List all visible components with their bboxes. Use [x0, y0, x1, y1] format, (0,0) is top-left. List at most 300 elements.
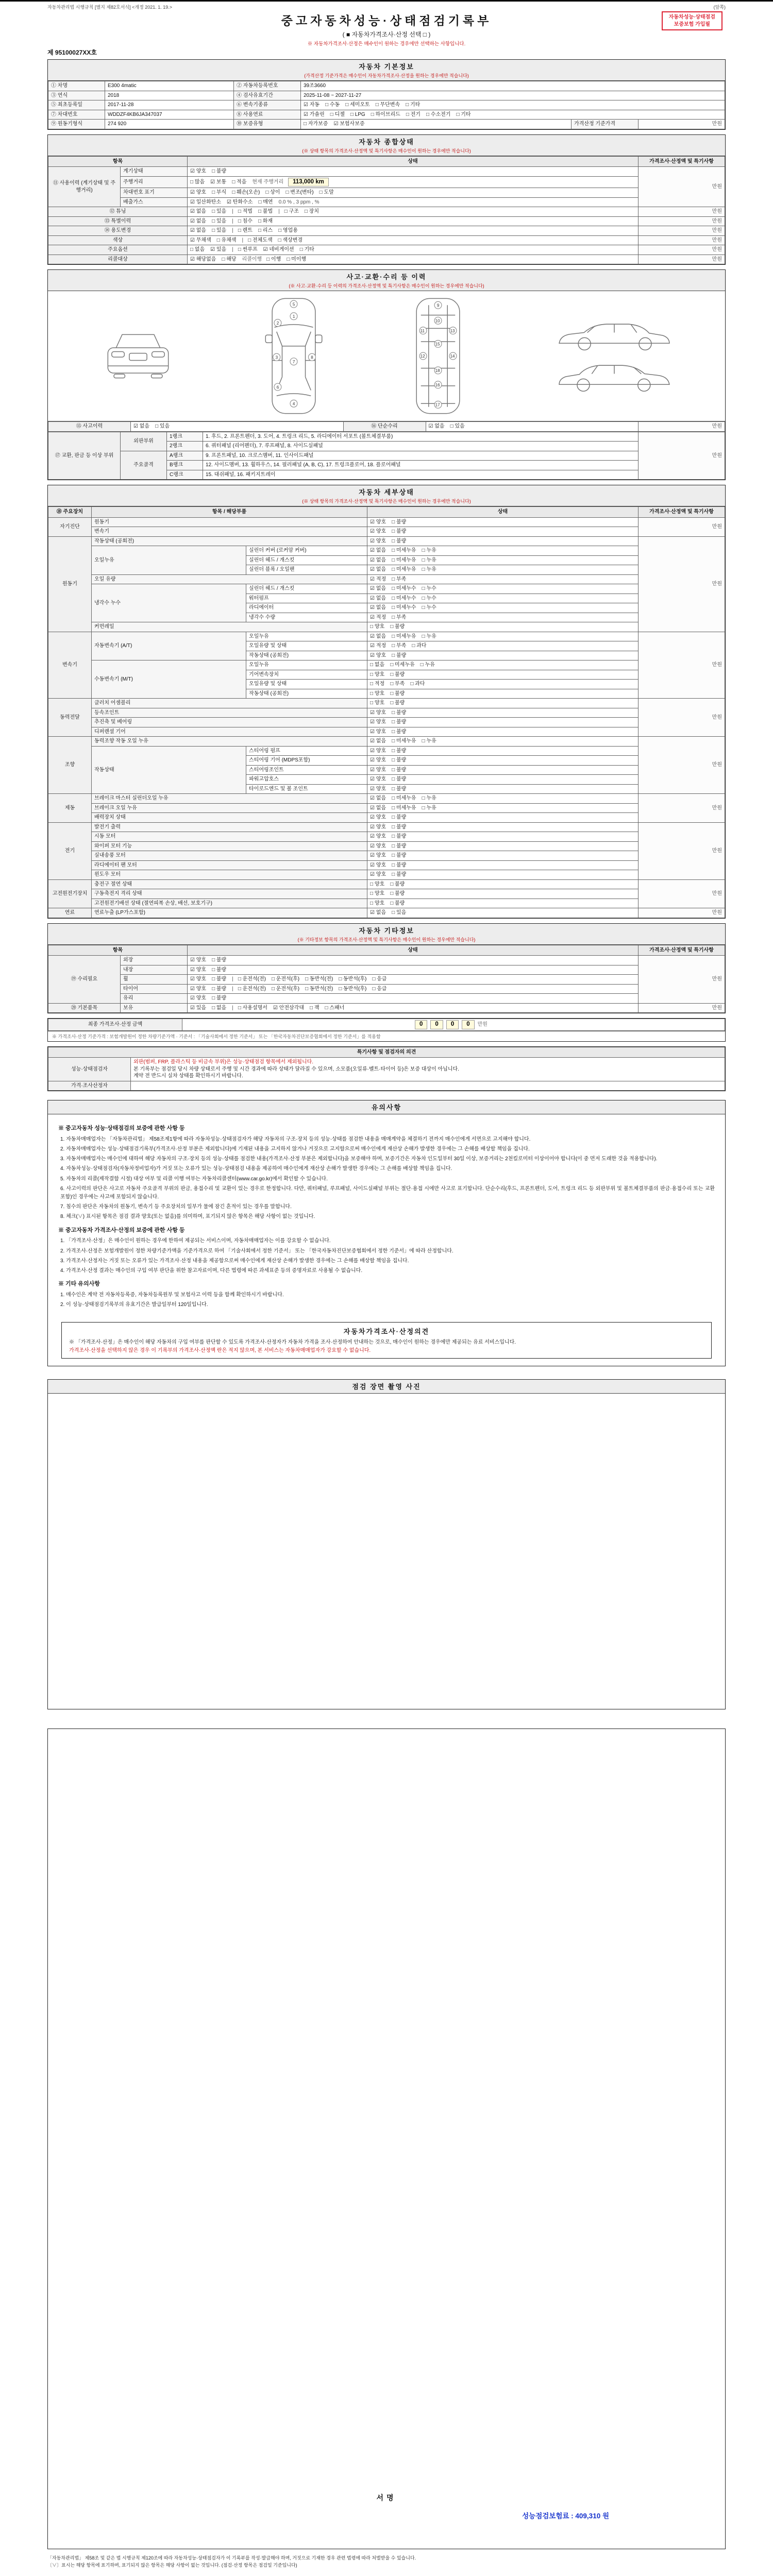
checkbox-unchecked[interactable]: □ 부족	[392, 614, 407, 620]
checkbox-checked[interactable]: ☑ 없음	[370, 557, 386, 563]
checkbox-group[interactable]	[367, 680, 638, 689]
odometer-condition[interactable]	[188, 167, 638, 177]
checkbox-group[interactable]	[367, 813, 638, 823]
section-notices	[47, 1100, 726, 1366]
checkbox-group[interactable]	[367, 584, 638, 594]
checkbox-unchecked[interactable]: □ 해당	[222, 256, 237, 262]
checkbox-group[interactable]	[367, 727, 638, 737]
svg-text:9: 9	[437, 303, 440, 308]
checkbox-unchecked[interactable]: □ 미세누수	[392, 595, 416, 601]
checkbox-unchecked[interactable]: □ 불량	[390, 624, 405, 630]
field-label: 디퍼렌셜 기어	[92, 727, 367, 737]
checkbox-checked[interactable]: ☑ 보통	[210, 179, 227, 185]
checkbox-group[interactable]	[367, 908, 638, 918]
checkbox-unchecked[interactable]: □ 불량	[392, 843, 407, 849]
checkbox-unchecked[interactable]: □ 불량	[390, 881, 405, 887]
table-row	[48, 120, 725, 129]
inline-text: |	[232, 247, 233, 253]
checkbox-group[interactable]	[367, 775, 638, 785]
checkbox-checked[interactable]: ☑ 있음	[190, 1005, 207, 1011]
checkbox-unchecked[interactable]: □ 불량	[392, 834, 407, 840]
checkbox-group[interactable]	[367, 889, 638, 899]
checkbox-checked[interactable]: ☑ 없음	[370, 910, 386, 916]
warranty-options[interactable]	[301, 120, 572, 129]
checkbox-checked[interactable]: ☑ 양호	[190, 995, 207, 1002]
accident_state-table	[48, 421, 725, 432]
checkbox-checked[interactable]: ☑ 양호	[370, 872, 386, 878]
field-value: 만원	[638, 255, 725, 264]
section-title: 자동차 기본정보	[359, 63, 414, 71]
field-label: 실내송풍 모터	[92, 851, 367, 861]
checkbox-unchecked[interactable]: □ 상이	[265, 190, 280, 196]
transmission-options[interactable]	[301, 100, 725, 110]
checkbox-unchecked[interactable]: □ 미세누유	[392, 805, 416, 811]
option-status[interactable]	[188, 245, 638, 255]
field-value: 연료	[48, 908, 92, 918]
checkbox-group[interactable]	[367, 832, 638, 842]
checkbox-unchecked[interactable]: □ 매연	[258, 199, 273, 205]
checkbox-unchecked[interactable]: □ 미세누유	[392, 738, 416, 744]
checkbox-unchecked[interactable]: □ 누유	[422, 738, 436, 744]
checkbox-unchecked[interactable]: □ 불량	[390, 690, 405, 697]
checkbox-unchecked[interactable]: □ 자가보증	[304, 121, 328, 127]
checkbox-unchecked[interactable]: □ 없음	[190, 247, 205, 253]
header-row	[48, 156, 725, 167]
checkbox-group[interactable]	[367, 641, 638, 651]
checkbox-checked[interactable]: ☑ 없음	[370, 605, 386, 611]
checkbox-group[interactable]	[367, 594, 638, 603]
checkbox-unchecked[interactable]: □ 없음	[370, 662, 385, 668]
checkbox-unchecked[interactable]: □ 양호	[370, 891, 385, 897]
checkbox-checked[interactable]: ☑ 양호	[370, 834, 386, 840]
svg-text:6: 6	[276, 385, 279, 390]
checkbox-unchecked[interactable]: □ 운전석(후)	[271, 986, 300, 992]
checkbox-unchecked[interactable]: □ 불량	[392, 728, 407, 735]
accident-history-options[interactable]	[131, 422, 344, 432]
checkbox-unchecked[interactable]: □ 불량	[212, 967, 227, 973]
checkbox-unchecked[interactable]: □ 수동	[325, 102, 340, 108]
checkbox-unchecked[interactable]: □ 불량	[392, 529, 407, 535]
checkbox-group[interactable]	[367, 803, 638, 813]
checkbox-unchecked[interactable]: □ 있음	[212, 209, 227, 215]
checkbox-unchecked[interactable]: □ 과다	[412, 643, 427, 649]
checkbox-group[interactable]	[367, 689, 638, 699]
checkbox-checked[interactable]: ☑ 없음	[370, 567, 386, 573]
checkbox-group[interactable]	[367, 555, 638, 565]
checkbox-unchecked[interactable]: □ 불량	[212, 995, 227, 1002]
checkbox-unchecked[interactable]: □ 기타	[456, 111, 471, 117]
checkbox-group[interactable]	[367, 517, 638, 527]
checkbox-checked[interactable]: ☑ 양호	[370, 815, 386, 821]
section-accident-history	[47, 269, 726, 480]
svg-text:1: 1	[292, 314, 295, 319]
table-row	[48, 699, 725, 708]
special-history-status[interactable]	[188, 216, 638, 226]
notice-paragraph: 1. 「가격조사·산정」은 매수인이 원하는 경우에 한하여 제공되는 서비스이며, 자동차매매업자는 이를 강요할 수 없습니다.	[60, 1238, 331, 1244]
checkbox-unchecked[interactable]: □ 미이행	[287, 256, 307, 262]
checkbox-checked[interactable]: ☑ 탄화수소	[227, 199, 253, 205]
vin-marking-status[interactable]	[188, 188, 638, 198]
notice-paragraph: 4. 자동차성능·상태점검자(자동차정비업자)가 거짓 또는 오류가 있는 성능·상태점검 내용을 제공하여 매수인에게 재산상 손해가 발생한 경우에는 그 손해를 배상할 책임을 집니다.	[60, 1166, 452, 1172]
checkbox-group[interactable]	[367, 860, 638, 870]
recall-status[interactable]	[188, 255, 638, 264]
checkbox-unchecked[interactable]: □ 미세누유	[392, 795, 416, 802]
usage-change-status[interactable]	[188, 226, 638, 236]
section-accident-head	[48, 270, 725, 291]
checkbox-unchecked[interactable]: □ 있음	[450, 423, 465, 430]
checkbox-group[interactable]	[188, 994, 638, 1004]
checkbox-unchecked[interactable]: □ 무단변속	[375, 102, 400, 108]
checkbox-unchecked[interactable]: □ 적법	[238, 209, 253, 215]
checkbox-group[interactable]	[367, 527, 638, 537]
checkbox-group[interactable]	[367, 879, 638, 889]
checkbox-group[interactable]	[367, 536, 638, 546]
checkbox-group[interactable]	[367, 565, 638, 575]
checkbox-unchecked[interactable]: □ 양호	[370, 671, 385, 677]
checkbox-group[interactable]	[367, 632, 638, 641]
checkbox-group[interactable]	[367, 784, 638, 794]
checkbox-group[interactable]	[188, 975, 638, 985]
checkbox-unchecked[interactable]: □ 불량	[392, 862, 407, 868]
checkbox-group[interactable]	[367, 613, 638, 622]
checkbox-unchecked[interactable]: □ 불량	[392, 709, 407, 716]
engine-type: 274 920	[105, 120, 234, 129]
checkbox-unchecked[interactable]: □ 리스	[258, 228, 273, 234]
field-value: 동력전달	[48, 699, 92, 737]
section-opinions	[47, 1046, 726, 1092]
field-value: 냉각수 수량	[246, 613, 367, 622]
table-row	[48, 708, 725, 718]
checkbox-checked[interactable]: ☑ 안전삼각대	[273, 1005, 304, 1011]
checkbox-unchecked[interactable]: □ 사용설명서	[238, 1005, 267, 1011]
checkbox-checked[interactable]: ☑ 양호	[370, 719, 386, 725]
checkbox-checked[interactable]: ☑ 양호	[370, 824, 386, 830]
checkbox-group[interactable]	[367, 851, 638, 861]
checkbox-unchecked[interactable]: □ 변조(변타)	[285, 190, 314, 196]
checkbox-unchecked[interactable]: □ 운전석(전)	[238, 976, 266, 982]
checkbox-checked[interactable]: ☑ 양호	[370, 709, 386, 716]
rankC-parts: 15. 대쉬패널, 16. 패키지트레이	[203, 470, 638, 480]
checkbox-group[interactable]	[367, 756, 638, 766]
svg-text:14: 14	[450, 354, 455, 359]
checkbox-checked[interactable]: ☑ 보험사보증	[333, 121, 365, 127]
checkbox-checked[interactable]: ☑ 양호	[370, 776, 386, 783]
checkbox-group[interactable]	[367, 765, 638, 775]
field-value: 조향	[48, 737, 92, 794]
checkbox-checked[interactable]: ☑ 양호	[370, 843, 386, 849]
checkbox-unchecked[interactable]: □ 침수	[238, 218, 253, 224]
notice-paragraph: 6. 사고이력의 판단은 사고로 자동차 주요골격 부위의 판금, 용접수리 및 교환이 있는 경우로 한정합니다. 다만, 쿼터패널, 루프패널, 사이드실패널 부위는 절단·용접 시에만 사고로 표기합니다. 단순수리(후드, 프론트펜더, 도어, 트렁크 리드 등 외판부위 및 볼트체결부품의 판금·용접수리 또는 교환 포함)인 경우에는 사고에 포함되지 않습니다.	[60, 1185, 715, 1200]
checkbox-checked[interactable]: ☑ 일산화탄소	[190, 199, 222, 205]
header-row	[48, 1047, 725, 1058]
checkbox-unchecked[interactable]: □ 불량	[392, 652, 407, 658]
checkbox-unchecked[interactable]: □ 있음	[212, 218, 227, 224]
stamp-line-2: 보증보험 가입필	[674, 21, 711, 27]
color-status[interactable]	[188, 235, 638, 245]
checkbox-unchecked[interactable]: □ 불량	[392, 824, 407, 830]
header-row	[48, 945, 725, 956]
inline-text: |	[232, 986, 233, 992]
checkbox-group[interactable]	[367, 737, 638, 747]
field-label: ② 자동차등록번호	[234, 81, 301, 91]
checkbox-unchecked[interactable]: □ 부족	[390, 681, 405, 687]
first-registration-date: 2017-11-28	[105, 100, 234, 110]
checkbox-unchecked[interactable]: □ 불량	[390, 900, 405, 906]
checkbox-unchecked[interactable]: □ 누유	[422, 633, 436, 639]
checkbox-group[interactable]	[367, 603, 638, 613]
accident_parts-table	[48, 432, 725, 480]
checkbox-checked[interactable]: ☑ 없음	[370, 795, 386, 802]
checkbox-unchecked[interactable]: □ 훼손(오손)	[232, 190, 260, 196]
checkbox-unchecked[interactable]: □ 스패너	[325, 1005, 345, 1011]
checkbox-unchecked[interactable]: □ 불량	[392, 538, 407, 544]
checkbox-unchecked[interactable]: □ 불량	[392, 853, 407, 859]
checkbox-unchecked[interactable]: □ 화재	[258, 218, 273, 224]
checkbox-unchecked[interactable]: □ 불량	[212, 168, 227, 174]
checkbox-group[interactable]	[367, 841, 638, 851]
checkbox-unchecked[interactable]: □ 미세누유	[390, 662, 415, 668]
checkbox-checked[interactable]: ☑ 가솔린	[304, 111, 325, 117]
checkbox-checked[interactable]: ☑ 없음	[370, 805, 386, 811]
checkbox-unchecked[interactable]: □ 동반석(전)	[305, 976, 333, 982]
checkbox-unchecked[interactable]: □ 불량	[392, 519, 407, 525]
final-price-value[interactable]	[182, 1019, 725, 1031]
checkbox-unchecked[interactable]: □ 썬루프	[238, 247, 258, 253]
checkbox-unchecked[interactable]: □ 불량	[390, 671, 405, 677]
checkbox-unchecked[interactable]: □ 운전석(후)	[271, 976, 300, 982]
checkbox-unchecked[interactable]: □ 적정	[370, 681, 385, 687]
field-label: 내장	[121, 965, 188, 975]
checkbox-checked[interactable]: ☑ 양호	[190, 967, 207, 973]
checkbox-group[interactable]	[367, 899, 638, 908]
checkbox-checked[interactable]: ☑ 없음	[133, 423, 150, 430]
checkbox-unchecked[interactable]: □ 누유	[420, 662, 435, 668]
checkbox-group[interactable]	[188, 1003, 638, 1013]
checkbox-unchecked[interactable]: □ 미세누수	[392, 605, 416, 611]
table-row	[48, 207, 725, 217]
checkbox-unchecked[interactable]: □ 잭	[310, 1005, 320, 1011]
field-value: 실린더 헤드 / 개스킷	[246, 555, 367, 565]
checkbox-group[interactable]	[367, 718, 638, 727]
field-label: 계기상태	[121, 167, 188, 177]
checkbox-checked[interactable]: ☑ 양호	[370, 757, 386, 764]
checkbox-unchecked[interactable]: □ 전체도색	[248, 237, 273, 243]
checkbox-unchecked[interactable]: □ 부족	[392, 643, 407, 649]
checkbox-unchecked[interactable]: □ 양호	[370, 700, 385, 706]
field-value: 만원	[638, 432, 725, 480]
checkbox-checked[interactable]: ☑ 양호	[370, 519, 386, 525]
checkbox-group[interactable]	[367, 870, 638, 880]
checkbox-checked[interactable]: ☑ 양호	[190, 190, 207, 196]
checkbox-unchecked[interactable]: □ 유채색	[216, 237, 237, 243]
checkbox-group[interactable]	[367, 822, 638, 832]
checkbox-checked[interactable]: ☑ 양호	[370, 538, 386, 544]
checkbox-unchecked[interactable]: □ 부족	[392, 576, 407, 582]
checkbox-checked[interactable]: ☑ 양호	[190, 986, 207, 992]
checkbox-checked[interactable]: ☑ 적정	[370, 614, 386, 620]
checkbox-unchecked[interactable]: □ 누유	[422, 795, 436, 802]
fuel-options[interactable]	[301, 110, 725, 120]
checkbox-unchecked[interactable]: □ 장치	[304, 209, 319, 215]
checkbox-unchecked[interactable]: □ 불량	[392, 748, 407, 754]
checkbox-unchecked[interactable]: □ 운전석(전)	[238, 986, 266, 992]
checkbox-unchecked[interactable]: □ 누수	[422, 586, 436, 592]
field-label: 충전구 절연 상태	[92, 879, 367, 889]
column-header: 항목	[48, 945, 188, 956]
field-value: 라디에이터	[246, 603, 367, 613]
field-label: ⑧ 사용연료	[234, 110, 301, 120]
checkbox-unchecked[interactable]: □ 불량	[392, 786, 407, 792]
checkbox-unchecked[interactable]: □ 누유	[422, 557, 436, 563]
checkbox-checked[interactable]: ☑ 적정	[370, 643, 386, 649]
checkbox-unchecked[interactable]: □ 없음	[212, 1005, 227, 1011]
checkbox-unchecked[interactable]: □ 있음	[155, 423, 170, 430]
checkbox-group[interactable]	[367, 574, 638, 584]
checkbox-unchecked[interactable]: □ 미세누유	[392, 548, 416, 554]
checkbox-unchecked[interactable]: □ 미세누수	[392, 586, 416, 592]
checkbox-checked[interactable]: ☑ 없음	[370, 595, 386, 601]
checkbox-unchecked[interactable]: □ 불량	[392, 815, 407, 821]
checkbox-unchecked[interactable]: □ 누수	[422, 605, 436, 611]
checkbox-group[interactable]	[367, 546, 638, 556]
checkbox-checked[interactable]: ☑ 양호	[370, 767, 386, 773]
checkbox-checked[interactable]: ☑ 양호	[370, 862, 386, 868]
checkbox-unchecked[interactable]: □ 부식	[212, 190, 227, 196]
checkbox-checked[interactable]: ☑ 적정	[370, 576, 386, 582]
checkbox-unchecked[interactable]: □ 전기	[406, 111, 421, 117]
checkbox-group[interactable]	[367, 746, 638, 756]
checkbox-checked[interactable]: ☑ 무채색	[190, 237, 211, 243]
checkbox-unchecked[interactable]: □ 양호	[370, 690, 385, 697]
checkbox-checked[interactable]: ☑ 양호	[370, 652, 386, 658]
checkbox-group[interactable]	[367, 622, 638, 632]
checkbox-checked[interactable]: ☑ 없음	[190, 209, 207, 215]
checkbox-checked[interactable]: ☑ 없음	[428, 423, 445, 430]
emission-status[interactable]	[188, 197, 638, 207]
checkbox-checked[interactable]: ☑ 자동	[304, 102, 320, 108]
checkbox-checked[interactable]: ☑ 해당없음	[190, 256, 216, 262]
checkbox-unchecked[interactable]: □ 렌트	[238, 228, 253, 234]
checkbox-unchecked[interactable]: □ 구조	[284, 209, 299, 215]
checkbox-unchecked[interactable]: □ 불량	[212, 986, 227, 992]
checkbox-checked[interactable]: ☑ 네비게이션	[263, 247, 294, 253]
checkbox-unchecked[interactable]: □ 있음	[212, 228, 227, 234]
checkbox-checked[interactable]: ☑ 없음	[370, 586, 386, 592]
checkbox-group[interactable]	[367, 660, 638, 670]
tuning-status[interactable]	[188, 207, 638, 217]
mileage-status[interactable]	[188, 176, 638, 188]
checkbox-unchecked[interactable]: □ 미세누유	[392, 557, 416, 563]
checkbox-checked[interactable]: ☑ 없음	[370, 548, 386, 554]
checkbox-unchecked[interactable]: □ 양호	[370, 900, 385, 906]
checkbox-checked[interactable]: ☑ 양호	[190, 168, 207, 174]
checkbox-group[interactable]	[367, 794, 638, 804]
checkbox-unchecked[interactable]: □ 기타	[406, 102, 421, 108]
checkbox-group[interactable]	[188, 965, 638, 975]
checkbox-unchecked[interactable]: □ 도말	[319, 190, 334, 196]
checkbox-unchecked[interactable]: □ 있음	[392, 910, 407, 916]
table-row	[48, 956, 725, 965]
checkbox-unchecked[interactable]: □ 미세누유	[392, 633, 416, 639]
checkbox-unchecked[interactable]: □ 누유	[422, 548, 436, 554]
checkbox-unchecked[interactable]: □ 색상변경	[278, 237, 303, 243]
checkbox-unchecked[interactable]: □ 과다	[410, 681, 425, 687]
checkbox-unchecked[interactable]: □ 세미오토	[345, 102, 370, 108]
checkbox-unchecked[interactable]: □ 불량	[392, 872, 407, 878]
checkbox-checked[interactable]: ☑ 양호	[370, 748, 386, 754]
checkbox-group[interactable]	[367, 670, 638, 680]
checkbox-unchecked[interactable]: □ 불량	[212, 976, 227, 982]
price-appraisal-option[interactable]: ( ■ 자동차가격조사·산정 선택 □ )	[342, 31, 431, 38]
checkbox-group[interactable]	[367, 708, 638, 718]
insurance-stamp	[662, 11, 722, 30]
checkbox-unchecked[interactable]: □ 많음	[190, 179, 205, 185]
checkbox-unchecked[interactable]: □ 누유	[422, 805, 436, 811]
field-value: 만원	[638, 737, 725, 794]
checkbox-unchecked[interactable]: □ 불량	[212, 957, 227, 963]
checkbox-checked[interactable]: ☑ 양호	[190, 976, 207, 982]
checkbox-group[interactable]	[188, 984, 638, 994]
checkbox-checked[interactable]: ☑ 양호	[370, 529, 386, 535]
checkbox-unchecked[interactable]: □ LPG	[350, 111, 365, 117]
checkbox-group[interactable]	[367, 651, 638, 660]
field-label: 유리	[121, 994, 188, 1004]
checkbox-unchecked[interactable]: □ 불법	[258, 209, 273, 215]
document-header	[47, 10, 726, 59]
checkbox-unchecked[interactable]: □ 양호	[370, 624, 385, 630]
checkbox-unchecked[interactable]: □ 동반석(후)	[339, 976, 367, 982]
field-label: ⑮ 사고이력	[48, 422, 131, 432]
checkbox-checked[interactable]: ☑ 없음	[190, 228, 207, 234]
checkbox-checked[interactable]: ☑ 양호	[370, 853, 386, 859]
checkbox-unchecked[interactable]: □ 불량	[390, 891, 405, 897]
checkbox-unchecked[interactable]: □ 수소전기	[426, 111, 451, 117]
checkbox-unchecked[interactable]: □ 응급	[372, 986, 387, 992]
checkbox-unchecked[interactable]: □ 불량	[392, 757, 407, 764]
checkbox-unchecked[interactable]: □ 양호	[370, 881, 385, 887]
checkbox-unchecked[interactable]: □ 동반석(전)	[305, 986, 333, 992]
checkbox-checked[interactable]: ☑ 양호	[370, 728, 386, 735]
checkbox-checked[interactable]: ☑ 있음	[210, 247, 227, 253]
checkbox-unchecked[interactable]: □ 누수	[422, 595, 436, 601]
checkbox-checked[interactable]: ☑ 양호	[190, 957, 207, 963]
checkbox-unchecked[interactable]: □ 불량	[392, 719, 407, 725]
field-label: 발전기 출력	[92, 822, 367, 832]
checkbox-unchecked[interactable]: □ 기타	[299, 247, 314, 253]
checkbox-unchecked[interactable]: □ 불량	[392, 767, 407, 773]
column-header: 항목 / 해당부품	[92, 507, 367, 518]
checkbox-unchecked[interactable]: □ 이행	[266, 256, 281, 262]
checkbox-unchecked[interactable]: □ 미세누유	[392, 567, 416, 573]
checkbox-checked[interactable]: ☑ 없음	[190, 218, 207, 224]
checkbox-unchecked[interactable]: □ 누유	[422, 567, 436, 573]
checkbox-unchecked[interactable]: □ 불량	[390, 700, 405, 706]
checkbox-unchecked[interactable]: □ 불량	[392, 776, 407, 783]
checkbox-unchecked[interactable]: □ 디젤	[330, 111, 345, 117]
simple-repair-options[interactable]	[426, 422, 638, 432]
checkbox-checked[interactable]: ☑ 양호	[370, 786, 386, 792]
checkbox-unchecked[interactable]: □ 적음	[232, 179, 247, 185]
rankB-parts: 12. 사이드멤버, 13. 휠하우스, 14. 필러패널 (A, B, C), 17. 트렁크플로어, 18. 플로어패널	[203, 461, 638, 470]
checkbox-unchecked[interactable]: □ 동반석(후)	[339, 986, 367, 992]
checkbox-group[interactable]	[188, 956, 638, 965]
checkbox-unchecked[interactable]: □ 응급	[372, 976, 387, 982]
checkbox-group[interactable]	[367, 699, 638, 708]
checkbox-checked[interactable]: ☑ 없음	[370, 738, 386, 744]
checkbox-unchecked[interactable]: □ 하이브리드	[371, 111, 400, 117]
checkbox-checked[interactable]: ☑ 없음	[370, 633, 386, 639]
checkbox-unchecked[interactable]: □ 영업용	[278, 228, 298, 234]
